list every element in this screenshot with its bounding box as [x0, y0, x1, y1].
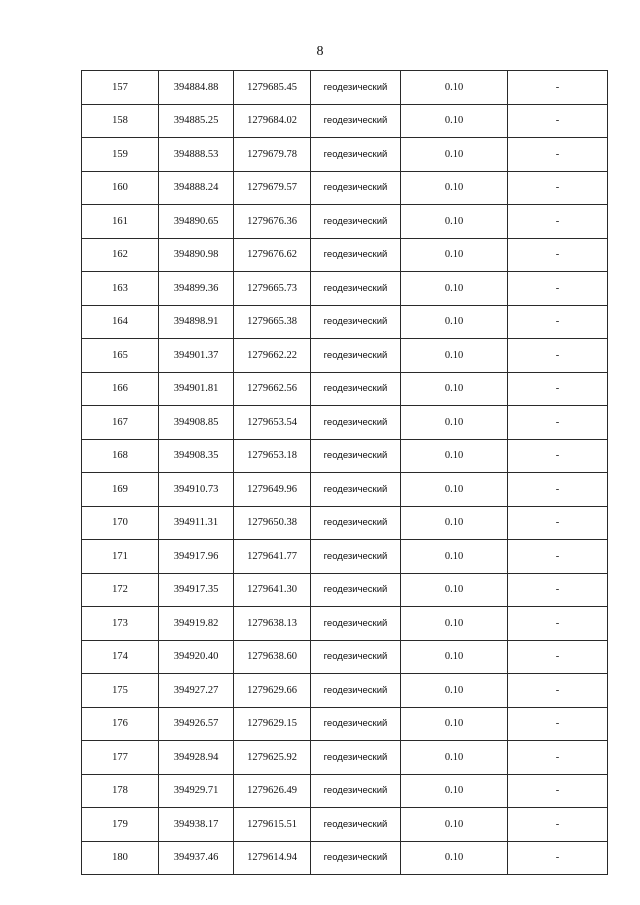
table-row: [82, 272, 608, 306]
x-coordinate-cell: 394917.96: [159, 540, 234, 574]
table-row: [82, 171, 608, 205]
point-number-cell: 163: [82, 272, 159, 306]
method-cell: геодезический: [311, 607, 401, 641]
method-cell: геодезический: [311, 104, 401, 138]
table-row: [82, 205, 608, 239]
y-coordinate-cell: 1279665.38: [234, 305, 311, 339]
description-cell: -: [508, 774, 608, 808]
table-row: [82, 808, 608, 842]
accuracy-cell: 0.10: [401, 707, 508, 741]
point-number-cell: 174: [82, 640, 159, 674]
x-coordinate-cell: 394937.46: [159, 841, 234, 875]
x-coordinate-cell: 394890.65: [159, 205, 234, 239]
x-coordinate-cell: 394929.71: [159, 774, 234, 808]
y-coordinate-cell: 1279614.94: [234, 841, 311, 875]
accuracy-cell: 0.10: [401, 473, 508, 507]
y-coordinate-cell: 1279684.02: [234, 104, 311, 138]
y-coordinate-cell: 1279676.62: [234, 238, 311, 272]
table-row: [82, 406, 608, 440]
description-cell: -: [508, 573, 608, 607]
x-coordinate-cell: 394885.25: [159, 104, 234, 138]
description-cell: -: [508, 808, 608, 842]
x-coordinate-cell: 394917.35: [159, 573, 234, 607]
x-coordinate-cell: 394899.36: [159, 272, 234, 306]
point-number-cell: 159: [82, 138, 159, 172]
description-cell: -: [508, 741, 608, 775]
point-number-cell: 160: [82, 171, 159, 205]
accuracy-cell: 0.10: [401, 71, 508, 105]
accuracy-cell: 0.10: [401, 272, 508, 306]
table-row: [82, 741, 608, 775]
method-cell: геодезический: [311, 674, 401, 708]
point-number-cell: 173: [82, 607, 159, 641]
accuracy-cell: 0.10: [401, 774, 508, 808]
description-cell: -: [508, 138, 608, 172]
x-coordinate-cell: 394888.24: [159, 171, 234, 205]
accuracy-cell: 0.10: [401, 674, 508, 708]
y-coordinate-cell: 1279626.49: [234, 774, 311, 808]
y-coordinate-cell: 1279625.92: [234, 741, 311, 775]
point-number-cell: 180: [82, 841, 159, 875]
table-row: [82, 674, 608, 708]
description-cell: -: [508, 406, 608, 440]
x-coordinate-cell: 394910.73: [159, 473, 234, 507]
y-coordinate-cell: 1279629.15: [234, 707, 311, 741]
method-cell: геодезический: [311, 707, 401, 741]
description-cell: -: [508, 305, 608, 339]
method-cell: геодезический: [311, 305, 401, 339]
accuracy-cell: 0.10: [401, 406, 508, 440]
table-row: [82, 640, 608, 674]
coordinates-table: [81, 70, 608, 875]
x-coordinate-cell: 394901.81: [159, 372, 234, 406]
description-cell: -: [508, 607, 608, 641]
point-number-cell: 169: [82, 473, 159, 507]
table-row: [82, 540, 608, 574]
x-coordinate-cell: 394938.17: [159, 808, 234, 842]
y-coordinate-cell: 1279653.18: [234, 439, 311, 473]
table-row: [82, 607, 608, 641]
description-cell: -: [508, 640, 608, 674]
y-coordinate-cell: 1279641.77: [234, 540, 311, 574]
x-coordinate-cell: 394911.31: [159, 506, 234, 540]
accuracy-cell: 0.10: [401, 439, 508, 473]
accuracy-cell: 0.10: [401, 205, 508, 239]
description-cell: -: [508, 506, 608, 540]
table-row: [82, 71, 608, 105]
description-cell: -: [508, 238, 608, 272]
accuracy-cell: 0.10: [401, 573, 508, 607]
method-cell: геодезический: [311, 171, 401, 205]
x-coordinate-cell: 394928.94: [159, 741, 234, 775]
y-coordinate-cell: 1279679.57: [234, 171, 311, 205]
table-row: [82, 473, 608, 507]
point-number-cell: 175: [82, 674, 159, 708]
y-coordinate-cell: 1279650.38: [234, 506, 311, 540]
method-cell: геодезический: [311, 573, 401, 607]
page-number: 8: [316, 44, 324, 59]
table-row: [82, 707, 608, 741]
x-coordinate-cell: 394898.91: [159, 305, 234, 339]
table-row: [82, 305, 608, 339]
table-body: [82, 71, 608, 875]
x-coordinate-cell: 394901.37: [159, 339, 234, 373]
description-cell: -: [508, 171, 608, 205]
x-coordinate-cell: 394908.85: [159, 406, 234, 440]
description-cell: -: [508, 205, 608, 239]
point-number-cell: 166: [82, 372, 159, 406]
method-cell: геодезический: [311, 406, 401, 440]
description-cell: -: [508, 540, 608, 574]
y-coordinate-cell: 1279615.51: [234, 808, 311, 842]
description-cell: -: [508, 439, 608, 473]
description-cell: -: [508, 71, 608, 105]
accuracy-cell: 0.10: [401, 741, 508, 775]
method-cell: геодезический: [311, 372, 401, 406]
table-row: [82, 439, 608, 473]
x-coordinate-cell: 394884.88: [159, 71, 234, 105]
accuracy-cell: 0.10: [401, 607, 508, 641]
description-cell: -: [508, 104, 608, 138]
method-cell: геодезический: [311, 640, 401, 674]
y-coordinate-cell: 1279679.78: [234, 138, 311, 172]
accuracy-cell: 0.10: [401, 841, 508, 875]
accuracy-cell: 0.10: [401, 138, 508, 172]
y-coordinate-cell: 1279638.60: [234, 640, 311, 674]
table-row: [82, 339, 608, 373]
x-coordinate-cell: 394888.53: [159, 138, 234, 172]
table-row: [82, 238, 608, 272]
x-coordinate-cell: 394920.40: [159, 640, 234, 674]
point-number-cell: 165: [82, 339, 159, 373]
point-number-cell: 170: [82, 506, 159, 540]
description-cell: -: [508, 674, 608, 708]
accuracy-cell: 0.10: [401, 339, 508, 373]
method-cell: геодезический: [311, 841, 401, 875]
description-cell: -: [508, 372, 608, 406]
method-cell: геодезический: [311, 71, 401, 105]
x-coordinate-cell: 394927.27: [159, 674, 234, 708]
accuracy-cell: 0.10: [401, 238, 508, 272]
y-coordinate-cell: 1279662.56: [234, 372, 311, 406]
table-row: [82, 372, 608, 406]
description-cell: -: [508, 339, 608, 373]
point-number-cell: 178: [82, 774, 159, 808]
point-number-cell: 177: [82, 741, 159, 775]
y-coordinate-cell: 1279649.96: [234, 473, 311, 507]
point-number-cell: 168: [82, 439, 159, 473]
accuracy-cell: 0.10: [401, 540, 508, 574]
accuracy-cell: 0.10: [401, 372, 508, 406]
method-cell: геодезический: [311, 272, 401, 306]
point-number-cell: 179: [82, 808, 159, 842]
x-coordinate-cell: 394908.35: [159, 439, 234, 473]
y-coordinate-cell: 1279641.30: [234, 573, 311, 607]
description-cell: -: [508, 272, 608, 306]
description-cell: -: [508, 841, 608, 875]
method-cell: геодезический: [311, 439, 401, 473]
accuracy-cell: 0.10: [401, 640, 508, 674]
accuracy-cell: 0.10: [401, 305, 508, 339]
point-number-cell: 161: [82, 205, 159, 239]
x-coordinate-cell: 394926.57: [159, 707, 234, 741]
x-coordinate-cell: 394890.98: [159, 238, 234, 272]
point-number-cell: 157: [82, 71, 159, 105]
point-number-cell: 162: [82, 238, 159, 272]
method-cell: геодезический: [311, 238, 401, 272]
method-cell: геодезический: [311, 540, 401, 574]
method-cell: геодезический: [311, 506, 401, 540]
method-cell: геодезический: [311, 205, 401, 239]
description-cell: -: [508, 473, 608, 507]
method-cell: геодезический: [311, 774, 401, 808]
method-cell: геодезический: [311, 138, 401, 172]
method-cell: геодезический: [311, 808, 401, 842]
y-coordinate-cell: 1279662.22: [234, 339, 311, 373]
description-cell: -: [508, 707, 608, 741]
x-coordinate-cell: 394919.82: [159, 607, 234, 641]
y-coordinate-cell: 1279629.66: [234, 674, 311, 708]
accuracy-cell: 0.10: [401, 506, 508, 540]
y-coordinate-cell: 1279685.45: [234, 71, 311, 105]
method-cell: геодезический: [311, 473, 401, 507]
point-number-cell: 167: [82, 406, 159, 440]
table-row: [82, 573, 608, 607]
y-coordinate-cell: 1279676.36: [234, 205, 311, 239]
method-cell: геодезический: [311, 741, 401, 775]
table-row: [82, 138, 608, 172]
accuracy-cell: 0.10: [401, 171, 508, 205]
y-coordinate-cell: 1279638.13: [234, 607, 311, 641]
table-row: [82, 774, 608, 808]
point-number-cell: 176: [82, 707, 159, 741]
table-row: [82, 506, 608, 540]
accuracy-cell: 0.10: [401, 808, 508, 842]
point-number-cell: 164: [82, 305, 159, 339]
y-coordinate-cell: 1279653.54: [234, 406, 311, 440]
y-coordinate-cell: 1279665.73: [234, 272, 311, 306]
accuracy-cell: 0.10: [401, 104, 508, 138]
table-row: [82, 104, 608, 138]
method-cell: геодезический: [311, 339, 401, 373]
point-number-cell: 172: [82, 573, 159, 607]
point-number-cell: 171: [82, 540, 159, 574]
table-row: [82, 841, 608, 875]
point-number-cell: 158: [82, 104, 159, 138]
